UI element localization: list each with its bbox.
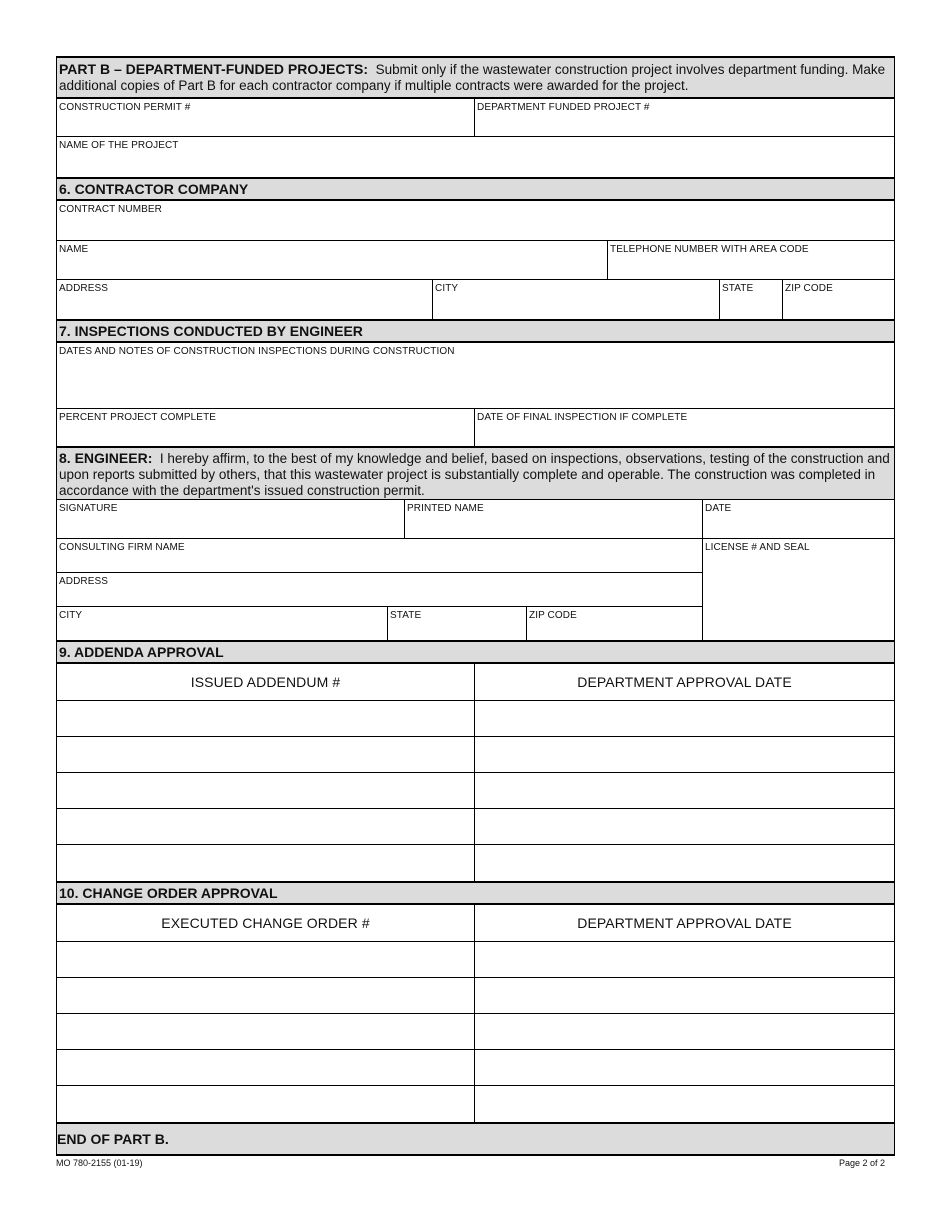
contractor-heading-text: 6. CONTRACTOR COMPANY — [59, 181, 249, 197]
engineer-affirmation — [56, 446, 895, 500]
addendum-number-field[interactable] — [57, 701, 475, 736]
addenda-row — [56, 845, 895, 881]
form-number: MO 780-2155 (01-19) — [56, 1158, 143, 1168]
addendum-number-field[interactable] — [57, 845, 475, 881]
change-order-approval-date-field[interactable] — [475, 942, 894, 977]
addendum-approval-date-field[interactable] — [475, 737, 894, 772]
addendum-number-field[interactable] — [57, 773, 475, 808]
percent-complete-field[interactable] — [57, 409, 475, 446]
completion-row — [56, 409, 895, 446]
change-order-section-heading — [56, 881, 895, 905]
firm-name-label: CONSULTING FIRM NAME — [59, 542, 185, 553]
contractor-state-field[interactable] — [720, 280, 783, 319]
telephone-field[interactable] — [608, 241, 894, 279]
engineer-city-row — [57, 607, 702, 640]
inspections-heading-text: 7. INSPECTIONS CONDUCTED BY ENGINEER — [59, 323, 363, 339]
addenda-section-heading — [56, 640, 895, 664]
dept-funded-project-label: DEPARTMENT FUNDED PROJECT # — [477, 102, 650, 113]
dept-funded-project-field[interactable] — [475, 99, 894, 136]
license-seal-field[interactable] — [703, 539, 894, 640]
contractor-address-field[interactable] — [57, 280, 433, 319]
change-order-number-field[interactable] — [57, 1086, 475, 1122]
contract-number-row — [56, 201, 895, 241]
addendum-column-header: ISSUED ADDENDUM # — [57, 664, 475, 700]
change-order-approval-date-field[interactable] — [475, 978, 894, 1013]
inspections-section-heading — [56, 319, 895, 343]
engineer-state-label: STATE — [390, 610, 422, 621]
project-name-label: NAME OF THE PROJECT — [59, 140, 179, 151]
signature-row — [56, 500, 895, 539]
change-order-heading-text: 10. CHANGE ORDER APPROVAL — [59, 885, 278, 901]
change-order-approval-date-field[interactable] — [475, 1014, 894, 1049]
engineer-city-label: CITY — [59, 610, 83, 621]
change-order-number-field[interactable] — [57, 1050, 475, 1085]
addenda-column-headers — [56, 664, 895, 701]
printed-name-label: PRINTED NAME — [407, 503, 484, 514]
engineer-date-field[interactable] — [703, 500, 894, 538]
signature-label: SIGNATURE — [59, 503, 118, 514]
telephone-label: TELEPHONE NUMBER WITH AREA CODE — [610, 244, 809, 255]
signature-field[interactable] — [57, 500, 405, 538]
engineer-zip-label: ZIP CODE — [529, 610, 577, 621]
construction-permit-label: CONSTRUCTION PERMIT # — [59, 102, 191, 113]
contractor-name-label: NAME — [59, 244, 89, 255]
printed-name-field[interactable] — [405, 500, 703, 538]
inspection-notes-label: DATES AND NOTES OF CONSTRUCTION INSPECTIONS DURING CONSTRUCTION — [59, 346, 455, 357]
project-name-field[interactable] — [57, 137, 894, 177]
addendum-approval-date-field[interactable] — [475, 809, 894, 844]
engineer-zip-field[interactable] — [527, 607, 702, 640]
addenda-row — [56, 773, 895, 809]
addendum-number-field[interactable] — [57, 809, 475, 844]
engineer-address-field[interactable] — [57, 573, 702, 607]
engineer-city-field[interactable] — [57, 607, 388, 640]
construction-permit-field[interactable] — [57, 99, 475, 136]
end-of-part-b — [56, 1122, 895, 1156]
inspection-notes-field[interactable] — [57, 343, 894, 408]
engineer-address-label: ADDRESS — [59, 576, 109, 587]
project-name-row — [56, 137, 895, 177]
page-number: Page 2 of 2 — [838, 1158, 885, 1168]
end-of-part-b-text: END OF PART B. — [57, 1131, 169, 1147]
change-order-row — [56, 1086, 895, 1122]
engineer-date-label: DATE — [705, 503, 732, 514]
contractor-zip-label: ZIP CODE — [785, 283, 833, 294]
contractor-address-label: ADDRESS — [59, 283, 109, 294]
firm-block — [56, 539, 895, 640]
part-b-header — [56, 56, 895, 99]
addendum-number-field[interactable] — [57, 737, 475, 772]
final-inspection-field[interactable] — [475, 409, 894, 446]
contractor-section-heading — [56, 177, 895, 201]
engineer-heading: 8. ENGINEER: — [59, 450, 153, 466]
firm-name-field[interactable] — [57, 539, 702, 573]
change-order-approval-date-field[interactable] — [475, 1050, 894, 1085]
addenda-row — [56, 809, 895, 845]
change-order-number-field[interactable] — [57, 942, 475, 977]
change-order-column-header: EXECUTED CHANGE ORDER # — [57, 905, 475, 941]
change-order-row — [56, 1050, 895, 1086]
addenda-row — [56, 737, 895, 773]
addendum-approval-date-field[interactable] — [475, 845, 894, 881]
contractor-state-label: STATE — [722, 283, 754, 294]
addenda-heading-text: 9. ADDENDA APPROVAL — [59, 644, 224, 660]
change-order-approval-date-header: DEPARTMENT APPROVAL DATE — [577, 915, 792, 931]
addendum-approval-date-field[interactable] — [475, 773, 894, 808]
engineer-affirmation-text: I hereby affirm, to the best of my knowledge and belief, based on inspections, observations, testing of the construction and upon reports submitted by others, that this wastewater project is substantially complete and operable. The construction was completed in accordance with the department's issued construction permit. — [59, 451, 890, 498]
engineer-state-field[interactable] — [388, 607, 527, 640]
contract-number-label: CONTRACT NUMBER — [59, 204, 162, 215]
part-b-title: PART B – DEPARTMENT-FUNDED PROJECTS: — [59, 61, 369, 77]
contract-number-field[interactable] — [57, 201, 894, 240]
contractor-city-field[interactable] — [433, 280, 720, 319]
change-order-number-field[interactable] — [57, 978, 475, 1013]
permit-row — [56, 99, 895, 137]
change-order-column-headers — [56, 905, 895, 942]
addenda-approval-date-header: DEPARTMENT APPROVAL DATE — [577, 674, 792, 690]
percent-complete-label: PERCENT PROJECT COMPLETE — [59, 412, 217, 423]
license-seal-label: LICENSE # AND SEAL — [705, 542, 810, 553]
firm-details — [57, 539, 703, 640]
addendum-approval-date-field[interactable] — [475, 701, 894, 736]
part-b-instructions: Submit only if the wastewater construction project involves department funding. Make additional copies of Part B for each contractor company if multiple contracts were awarded for the project. — [59, 62, 886, 93]
change-order-approval-date-field[interactable] — [475, 1086, 894, 1122]
contractor-zip-field[interactable] — [783, 280, 894, 319]
final-inspection-label: DATE OF FINAL INSPECTION IF COMPLETE — [477, 412, 688, 423]
contractor-city-label: CITY — [435, 283, 459, 294]
part-b-form — [56, 56, 895, 1156]
change-order-number-field[interactable] — [57, 1014, 475, 1049]
contractor-name-row — [56, 241, 895, 280]
change-order-row — [56, 942, 895, 978]
contractor-name-field[interactable] — [57, 241, 608, 279]
contractor-address-row — [56, 280, 895, 319]
addenda-row — [56, 701, 895, 737]
inspection-notes-row — [56, 343, 895, 409]
change-order-row — [56, 978, 895, 1014]
change-order-row — [56, 1014, 895, 1050]
